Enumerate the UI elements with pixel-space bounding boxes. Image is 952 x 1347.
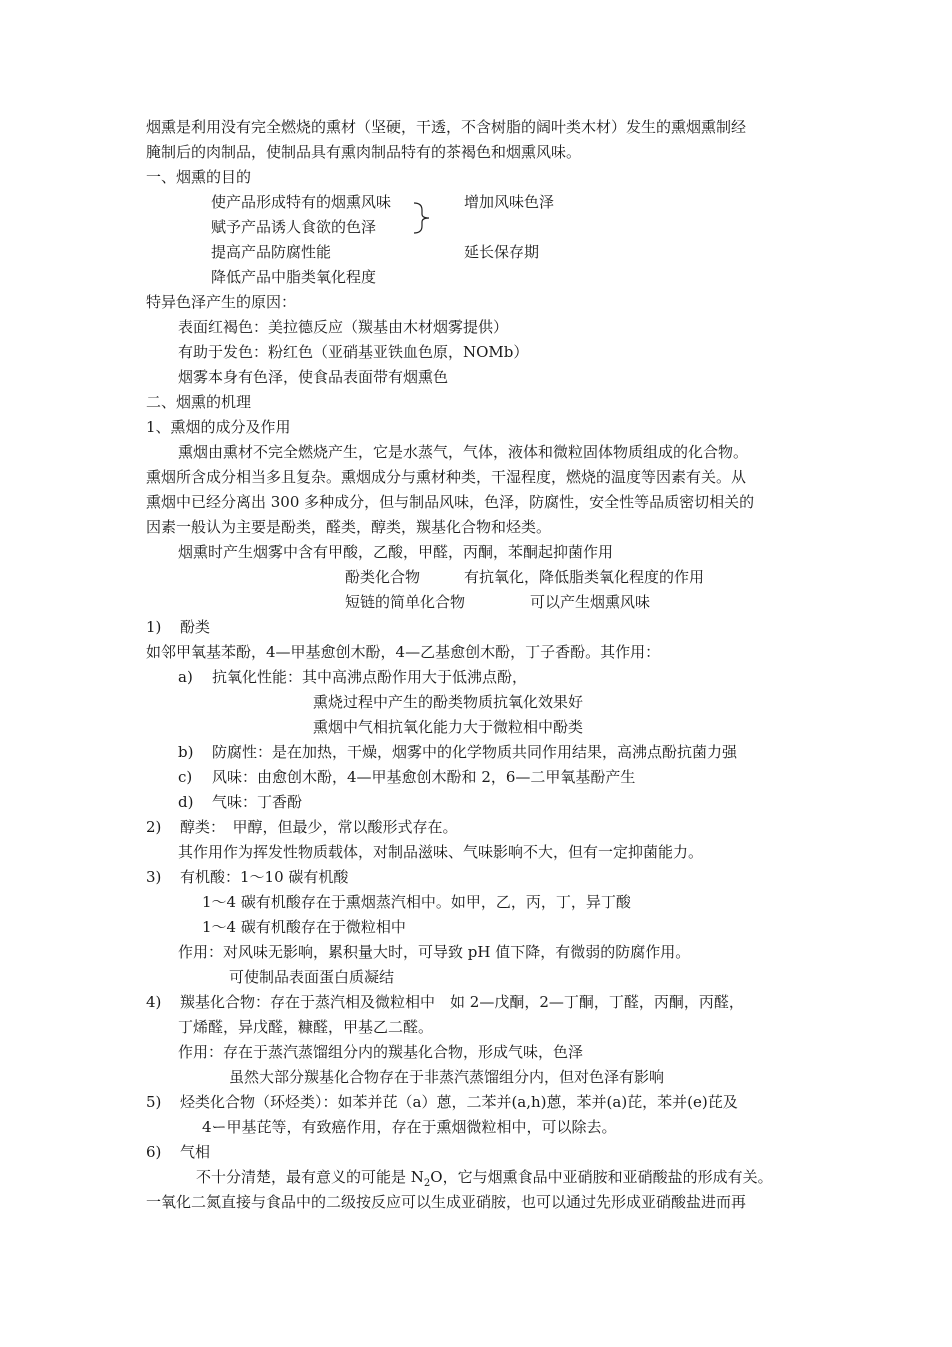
phenols-heading — [146, 615, 210, 639]
list-marker: d) — [178, 793, 194, 811]
organic-acids-title: 有机酸：1～10 碳有机酸 — [180, 868, 349, 886]
gas-phase-text-a: 不十分清楚，最有意义的可能是 N — [196, 1168, 424, 1186]
color-reason-2: 有助于发色：粉红色（亚硝基亚铁血色原，NOMb） — [178, 343, 529, 361]
hydrocarbons-heading — [146, 1090, 738, 1114]
phenol-item-a — [178, 665, 527, 689]
components-para-line-4: 因素一般认为主要是酚类，醛类，醇类，羰基化合物和烃类。 — [146, 518, 552, 536]
phenol-item-a-line-2: 熏烧过程中产生的酚类物质抗氧化效果好 — [313, 693, 584, 711]
curly-brace-icon — [412, 200, 438, 236]
alcohols-title: 醇类： 甲醇，但最少，常以酸形式存在。 — [180, 818, 458, 836]
short-chain-label: 短链的简单化合物 — [345, 593, 466, 611]
purpose-item-oxidation: 降低产品中脂类氧化程度 — [211, 268, 377, 286]
intro-line-2: 腌制后的肉制品，使制品具有熏肉制品特有的茶褐色和烟熏风味。 — [146, 143, 582, 161]
carbonyls-line-4: 虽然大部分羰基化合物存在于非蒸汽蒸馏组分内，但对色泽有影响 — [229, 1068, 665, 1086]
phenol-item-b-text: 防腐性：是在加热，干燥，烟雾中的化学物质共同作用结果，高沸点酚抗菌力强 — [212, 743, 738, 761]
alcohols-heading — [146, 815, 458, 839]
color-reason-3: 烟雾本身有色泽，使食品表面带有烟熏色 — [178, 368, 449, 386]
organic-acids-line-1: 1～4 碳有机酸存在于熏烟蒸汽相中。如甲，乙，丙，丁，异丁酸 — [202, 893, 631, 911]
acids-line: 烟熏时产生烟雾中含有甲酸，乙酸，甲醛，丙酮，苯酮起抑菌作用 — [178, 543, 614, 561]
organic-acids-line-4: 可使制品表面蛋白质凝结 — [229, 968, 395, 986]
purpose-item-flavor: 使产品形成特有的烟熏风味 — [211, 193, 392, 211]
phenol-item-c-text: 风味：由愈创木酚，4—甲基愈创木酚和 2，6—二甲氧基酚产生 — [212, 768, 636, 786]
list-number: 5) — [146, 1093, 162, 1111]
organic-acids-heading — [146, 865, 348, 889]
list-number: 2) — [146, 818, 162, 836]
list-marker: b) — [178, 743, 194, 761]
intro-line-1: 烟熏是利用没有完全燃烧的熏材（坚硬，干透，不含树脂的阔叶类木材）发生的熏烟熏制经 — [146, 118, 747, 136]
phenol-item-b — [178, 740, 737, 764]
section-heading-mechanism: 二、烟熏的机理 — [146, 393, 252, 411]
phenol-item-a-text: 抗氧化性能：其中高沸点酚作用大于低沸点酚， — [212, 668, 528, 686]
phenol-item-d-text: 气味：丁香酚 — [212, 793, 303, 811]
phenol-item-a-line-3: 熏烟中气相抗氧化能力大于微粒相中酚类 — [313, 718, 584, 736]
phenol-item-c — [178, 765, 635, 789]
gas-phase-heading — [146, 1140, 210, 1164]
components-para-line-2: 熏烟所含成分相当多且复杂。熏烟成分与熏材种类，干湿程度，燃烧的温度等因素有关。从 — [146, 468, 747, 486]
carbonyls-title: 羰基化合物：存在于蒸汽相及微粒相中 如 2—戊酮，2—丁酮，丁醛，丙酮，丙醛， — [180, 993, 744, 1011]
purpose-item-color: 赋予产品诱人食欲的色泽 — [211, 218, 377, 236]
components-para-line-3: 熏烟中已经分离出 300 多种成分，但与制品风味，色泽，防腐性，安全性等品质密切相关的 — [146, 493, 755, 511]
hydrocarbons-title: 烃类化合物（环烃类）：如苯并芘（a）蒽，二苯并(a,h)蒽，苯并(a)芘，苯并(e)芘及 — [180, 1093, 738, 1111]
list-number: 4) — [146, 993, 162, 1011]
short-chain-effect: 可以产生烟熏风味 — [530, 593, 651, 611]
list-marker: c) — [178, 768, 193, 786]
section-heading-purpose: 一、烟熏的目的 — [146, 168, 252, 186]
carbonyls-line-3: 作用：存在于蒸汽蒸馏组分内的羰基化合物，形成气味，色泽 — [178, 1043, 584, 1061]
gas-phase-para-line-1 — [196, 1165, 773, 1189]
phenols-title: 酚类 — [180, 618, 211, 636]
color-reason-1: 表面红褐色：美拉德反应（羰基由木材烟雾提供） — [178, 318, 509, 336]
organic-acids-line-3: 作用：对风味无影响，累积量大时，可导致 pH 值下降，有微弱的防腐作用。 — [178, 943, 691, 961]
list-number: 1) — [146, 618, 162, 636]
subscript-two: 2 — [423, 1178, 431, 1189]
phenols-examples: 如邻甲氧基苯酚，4—甲基愈创木酚，4—乙基愈创木酚，丁子香酚。其作用： — [146, 643, 661, 661]
gas-phase-title: 气相 — [180, 1143, 211, 1161]
hydrocarbons-line-2: 4ー甲基芘等，有致癌作用，存在于熏烟微粒相中，可以除去。 — [202, 1118, 617, 1136]
phenol-compounds-label: 酚类化合物 — [345, 568, 421, 586]
phenol-compounds-effect: 有抗氧化，降低脂类氧化程度的作用 — [464, 568, 705, 586]
color-reasons-heading: 特异色泽产生的原因： — [146, 293, 297, 311]
carbonyls-line-2: 丁烯醛，异戊醛，糠醛，甲基乙二醛。 — [178, 1018, 434, 1036]
subsection-heading-components: 1、熏烟的成分及作用 — [146, 418, 291, 436]
phenol-item-d — [178, 790, 302, 814]
effect-flavor-color: 增加风味色泽 — [464, 193, 555, 211]
effect-storage: 延长保存期 — [464, 243, 540, 261]
alcohols-line-2: 其作用作为挥发性物质载体，对制品滋味、气味影响不大，但有一定抑菌能力。 — [178, 843, 704, 861]
gas-phase-para-line-2: 一氧化二氮直接与食品中的二级按反应可以生成亚硝胺，也可以通过先形成亚硝酸盐进而再 — [146, 1193, 747, 1211]
organic-acids-line-2: 1～4 碳有机酸存在于微粒相中 — [202, 918, 406, 936]
list-marker: a) — [178, 668, 193, 686]
carbonyls-heading — [146, 990, 744, 1014]
list-number: 3) — [146, 868, 162, 886]
purpose-item-preservation: 提高产品防腐性能 — [211, 243, 332, 261]
gas-phase-text-b: O，它与烟熏食品中亚硝胺和亚硝酸盐的形成有关。 — [430, 1168, 773, 1186]
components-para-line-1: 熏烟由熏材不完全燃烧产生，它是水蒸气，气体，液体和微粒固体物质组成的化合物。 — [178, 443, 749, 461]
list-number: 6) — [146, 1143, 162, 1161]
